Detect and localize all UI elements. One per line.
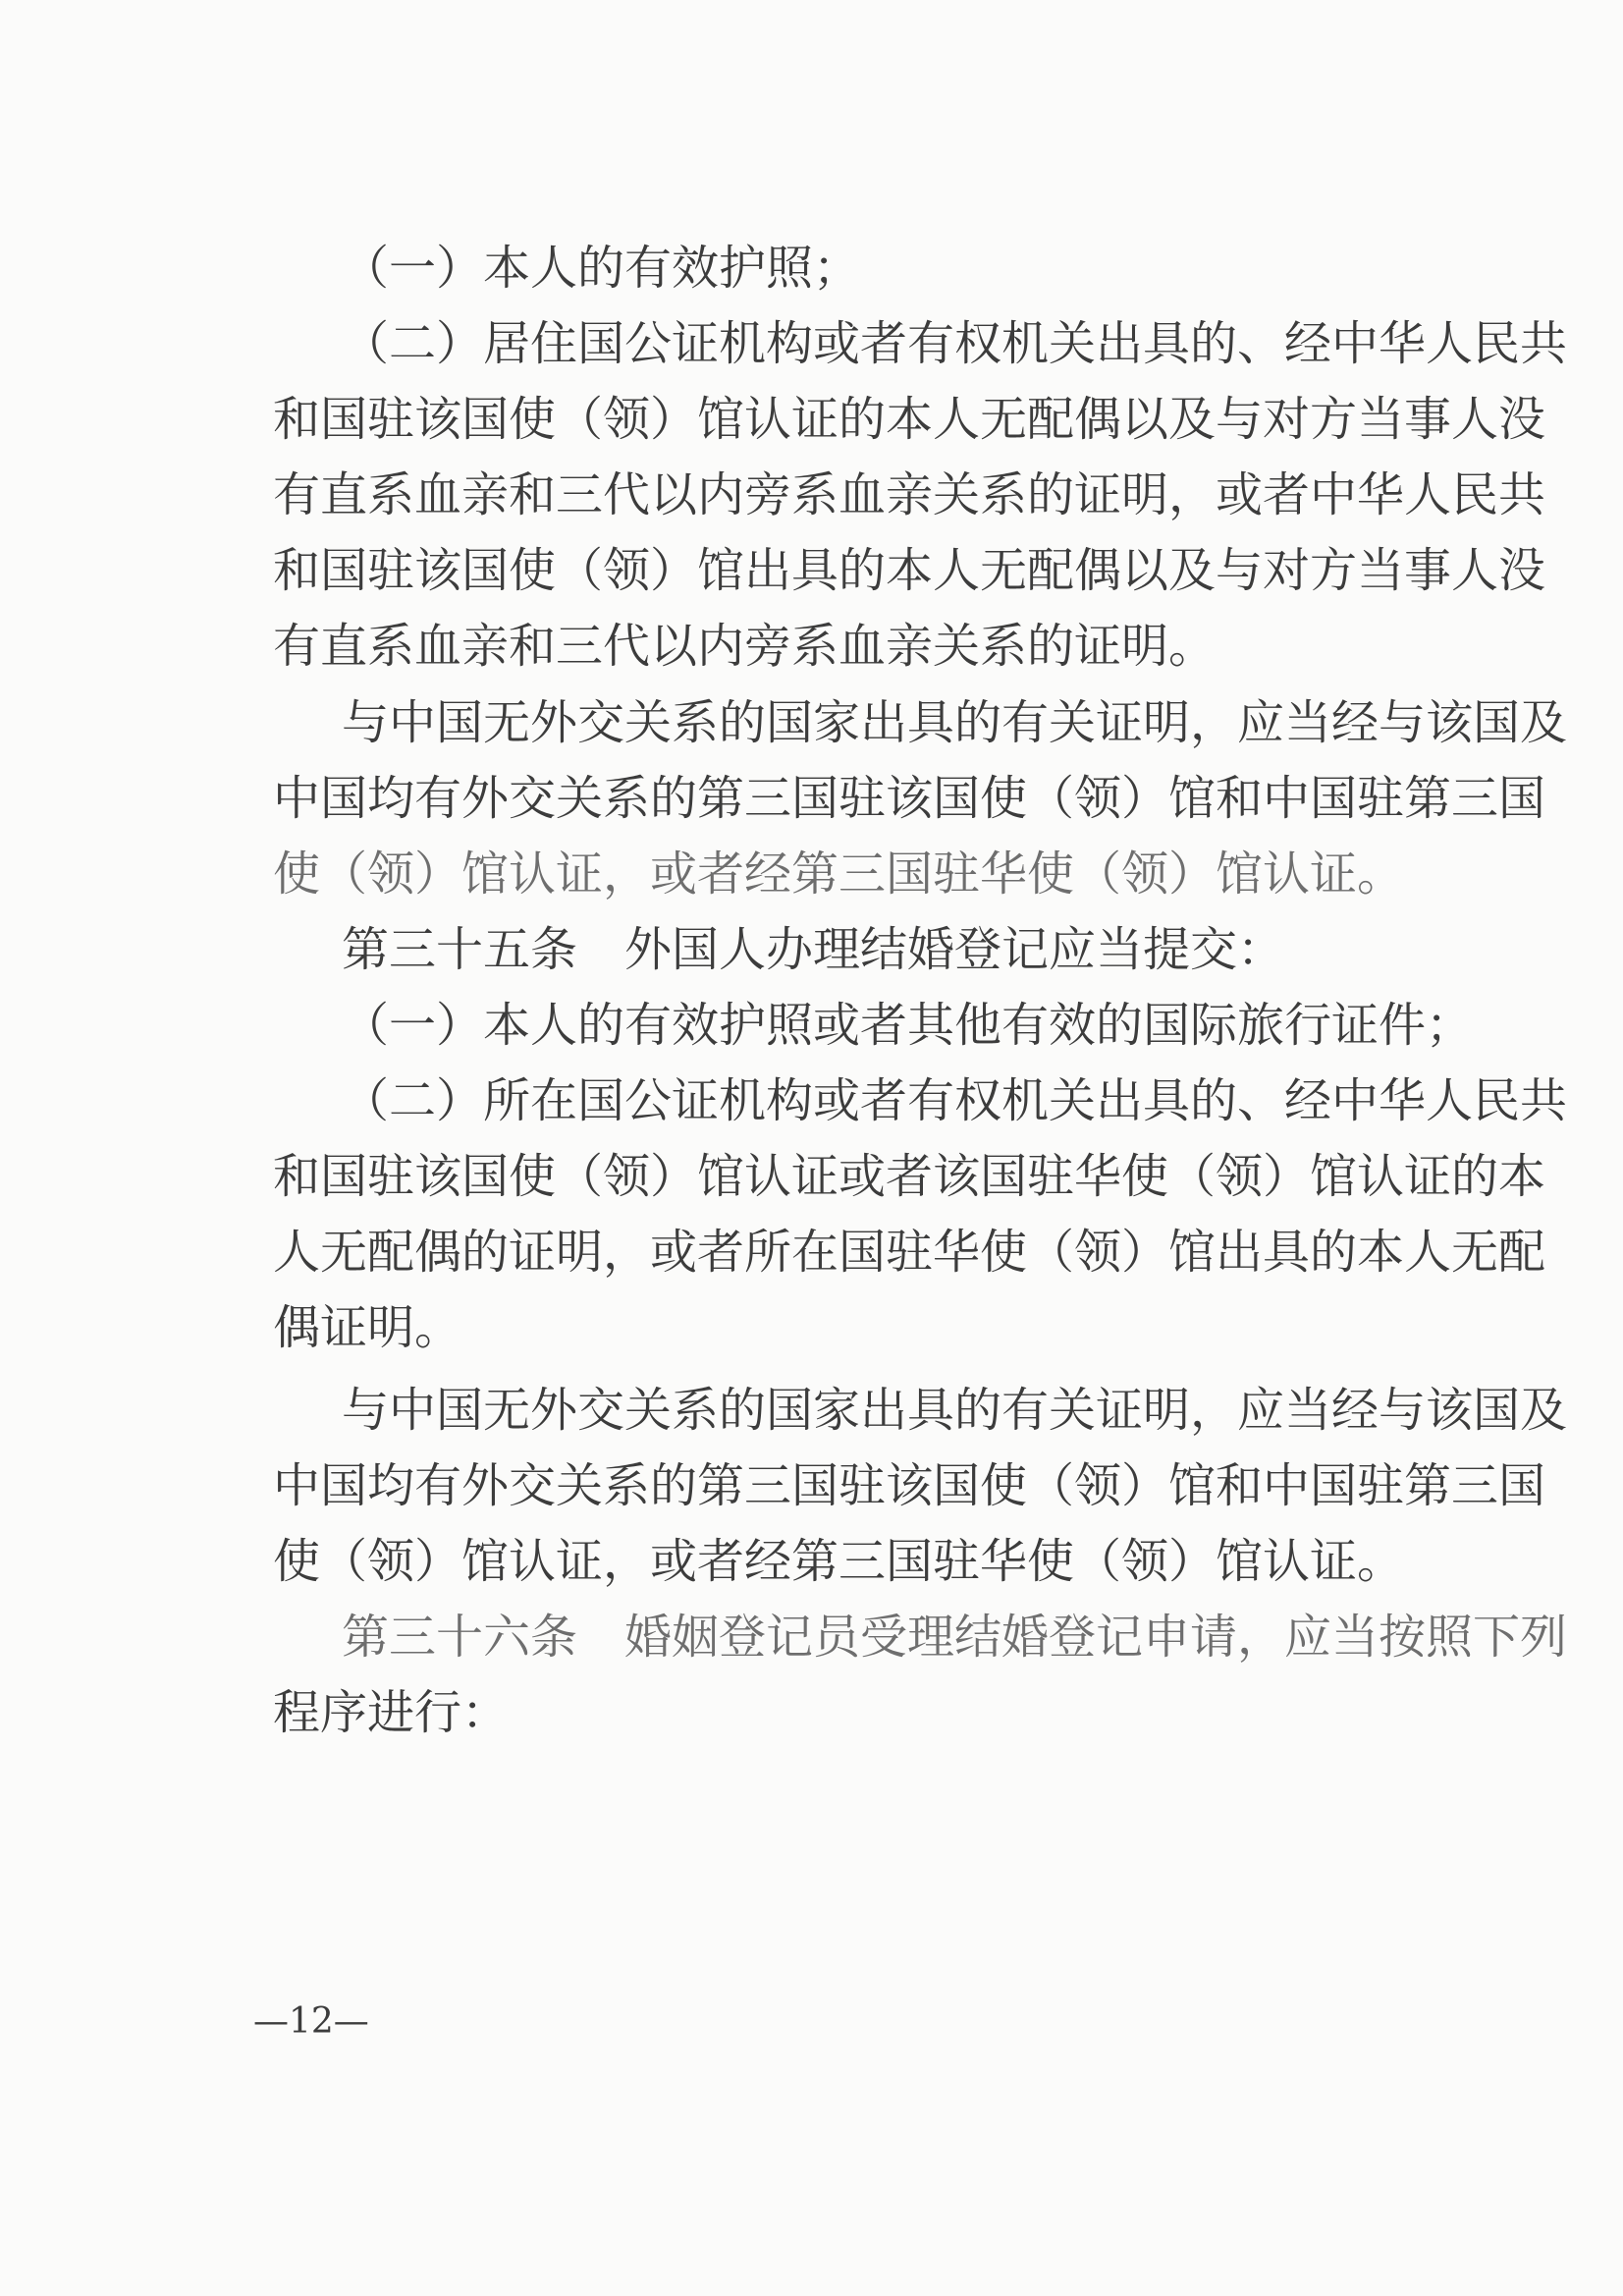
text-line: 中国均有外交关系的第三国驻该国使（领）馆和中国驻第三国 (273, 1458, 1546, 1513)
page-number: —12— (253, 2001, 369, 2042)
text-line: 第三十五条 外国人办理结婚登记应当提交： (342, 922, 1285, 977)
text-line: （一）本人的有效护照； (342, 241, 861, 296)
text-line: （二）居住国公证机构或者有权机关出具的、经中华人民共 (342, 316, 1568, 371)
text-line: 人无配偶的证明，或者所在国驻华使（领）馆出具的本人无配 (273, 1225, 1546, 1280)
text-line: 有直系血亲和三代以内旁系血亲关系的证明，或者中华人民共 (273, 467, 1546, 522)
text-line: 与中国无外交关系的国家出具的有关证明，应当经与该国及 (342, 1383, 1568, 1438)
text-line: 和国驻该国使（领）馆出具的本人无配偶以及与对方当事人没 (273, 543, 1546, 598)
text-line: 与中国无外交关系的国家出具的有关证明，应当经与该国及 (342, 695, 1568, 750)
text-line: 和国驻该国使（领）馆认证或者该国驻华使（领）馆认证的本 (273, 1149, 1546, 1204)
text-line: 使（领）馆认证，或者经第三国驻华使（领）馆认证。 (273, 1534, 1405, 1589)
text-line: 有直系血亲和三代以内旁系血亲关系的证明。 (273, 619, 1217, 674)
text-line: 偶证明。 (273, 1300, 462, 1355)
text-line: 中国均有外交关系的第三国驻该国使（领）馆和中国驻第三国 (273, 771, 1546, 826)
text-line: 和国驻该国使（领）馆认证的本人无配偶以及与对方当事人没 (273, 392, 1546, 447)
text-line: （一）本人的有效护照或者其他有效的国际旅行证件； (342, 998, 1474, 1053)
text-line: 使（领）馆认证，或者经第三国驻华使（领）馆认证。 (273, 847, 1405, 902)
text-line: 第三十六条 婚姻登记员受理结婚登记申请，应当按照下列 (342, 1610, 1568, 1665)
text-line: 程序进行： (273, 1685, 510, 1740)
text-line: （二）所在国公证机构或者有权机关出具的、经中华人民共 (342, 1073, 1568, 1128)
